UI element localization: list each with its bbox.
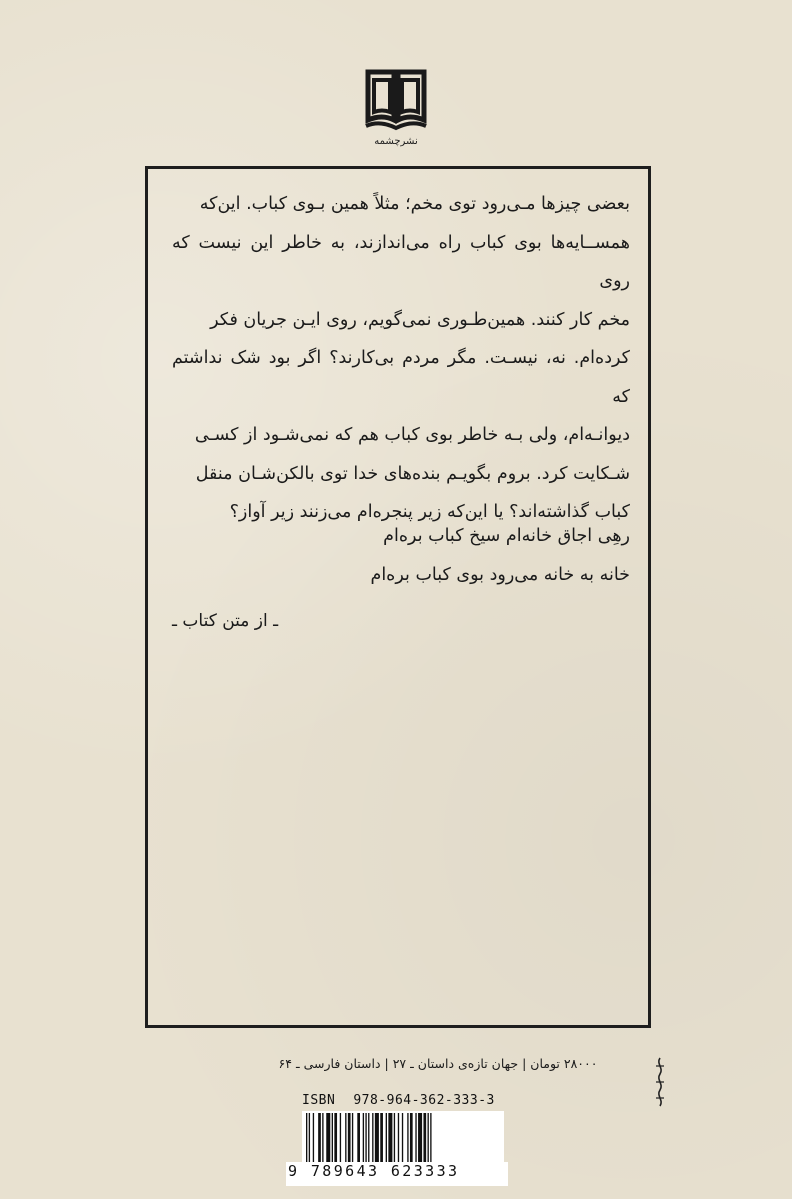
barcode-bar: [345, 1113, 346, 1169]
barcode-bar: [428, 1113, 429, 1169]
barcode-bar: [402, 1113, 403, 1169]
barcode-bar: [423, 1113, 426, 1169]
excerpt-line: شـکایت کرد. بروم بگویـم بنده‌های خدا توی بالکن‌شـان منقل: [195, 463, 630, 484]
barcode-bar: [348, 1113, 351, 1169]
barcode-bar: [368, 1113, 369, 1169]
excerpt-line: مخم کار کنند. همین‌طـوری نمی‌گویم، روی ایـن جریان فکر: [210, 309, 630, 330]
barcode-bar: [410, 1113, 413, 1169]
excerpt-text: [172, 185, 630, 532]
barcode-bar: [334, 1113, 337, 1169]
barcode-bar: [398, 1113, 399, 1169]
barcode-bar: [407, 1113, 408, 1169]
excerpt-source: ـ از متن کتاب ـ: [172, 611, 279, 631]
barcode-bar: [380, 1113, 383, 1169]
barcode-bar: [306, 1113, 307, 1169]
barcode-bar: [318, 1113, 321, 1169]
barcode-bar: [322, 1113, 323, 1169]
excerpt-line: دیوانـه‌ام، ولی بـه خاطر بوی کباب هم که نمی‌شـود از کسـی: [194, 425, 630, 445]
barcode-bar: [313, 1113, 314, 1169]
publisher-caption: نشرچشمه: [374, 136, 418, 147]
barcode-bar: [394, 1113, 395, 1169]
isbn-prefix: ISBN: [302, 1093, 336, 1108]
isbn-number: 978-964-362-333-3: [353, 1093, 495, 1108]
verse-line-2: خانه به خانه می‌رود بوی کباب بره‌ام: [370, 565, 630, 585]
designer-signature-icon: [654, 1056, 666, 1108]
excerpt-line: همســایه‌ها بوی کباب راه می‌اندازند، به خاطر این نیست که روی: [172, 232, 630, 291]
barcode-bar: [363, 1113, 364, 1169]
barcode-bar: [415, 1113, 416, 1169]
barcode-bar: [388, 1113, 392, 1169]
barcode-bar: [352, 1113, 353, 1169]
barcode-bar: [386, 1113, 387, 1169]
barcode-bar: [365, 1113, 366, 1169]
barcode-bar: [357, 1113, 360, 1169]
excerpt-line: کباب گذاشته‌اند؟ یا این‌که زیر پنجره‌ام می‌زنند زیر آواز؟: [229, 502, 630, 522]
barcode-bar: [326, 1113, 330, 1169]
excerpt-line: کرده‌ام. نه، نیسـت. مگر مردم بی‌کارند؟ اگر بود شک نداشتم که: [172, 348, 630, 407]
series-info: ۲۸۰۰۰ تومان | جهان تازه‌ی داستان ـ ۲۷ | داستان فارسی ـ ۶۴: [278, 1056, 598, 1071]
isbn-label: [302, 1093, 495, 1108]
barcode-bar: [340, 1113, 341, 1169]
barcode-digits: 9 789643 623333: [286, 1162, 508, 1186]
verse-line-1: رهِی اجاق خانه‌ام سیخ کباب بره‌ام: [383, 526, 630, 546]
barcode-bar: [375, 1113, 379, 1169]
barcode-bar: [309, 1113, 310, 1169]
barcode-bar: [372, 1113, 373, 1169]
barcode-bar: [418, 1113, 422, 1169]
barcode-bar: [430, 1113, 431, 1169]
barcode-bar: [332, 1113, 333, 1169]
excerpt-line: بعضی چیزها مـی‌رود توی مخم؛ مثلاً همین بـوی کباب. این‌که: [199, 194, 630, 214]
